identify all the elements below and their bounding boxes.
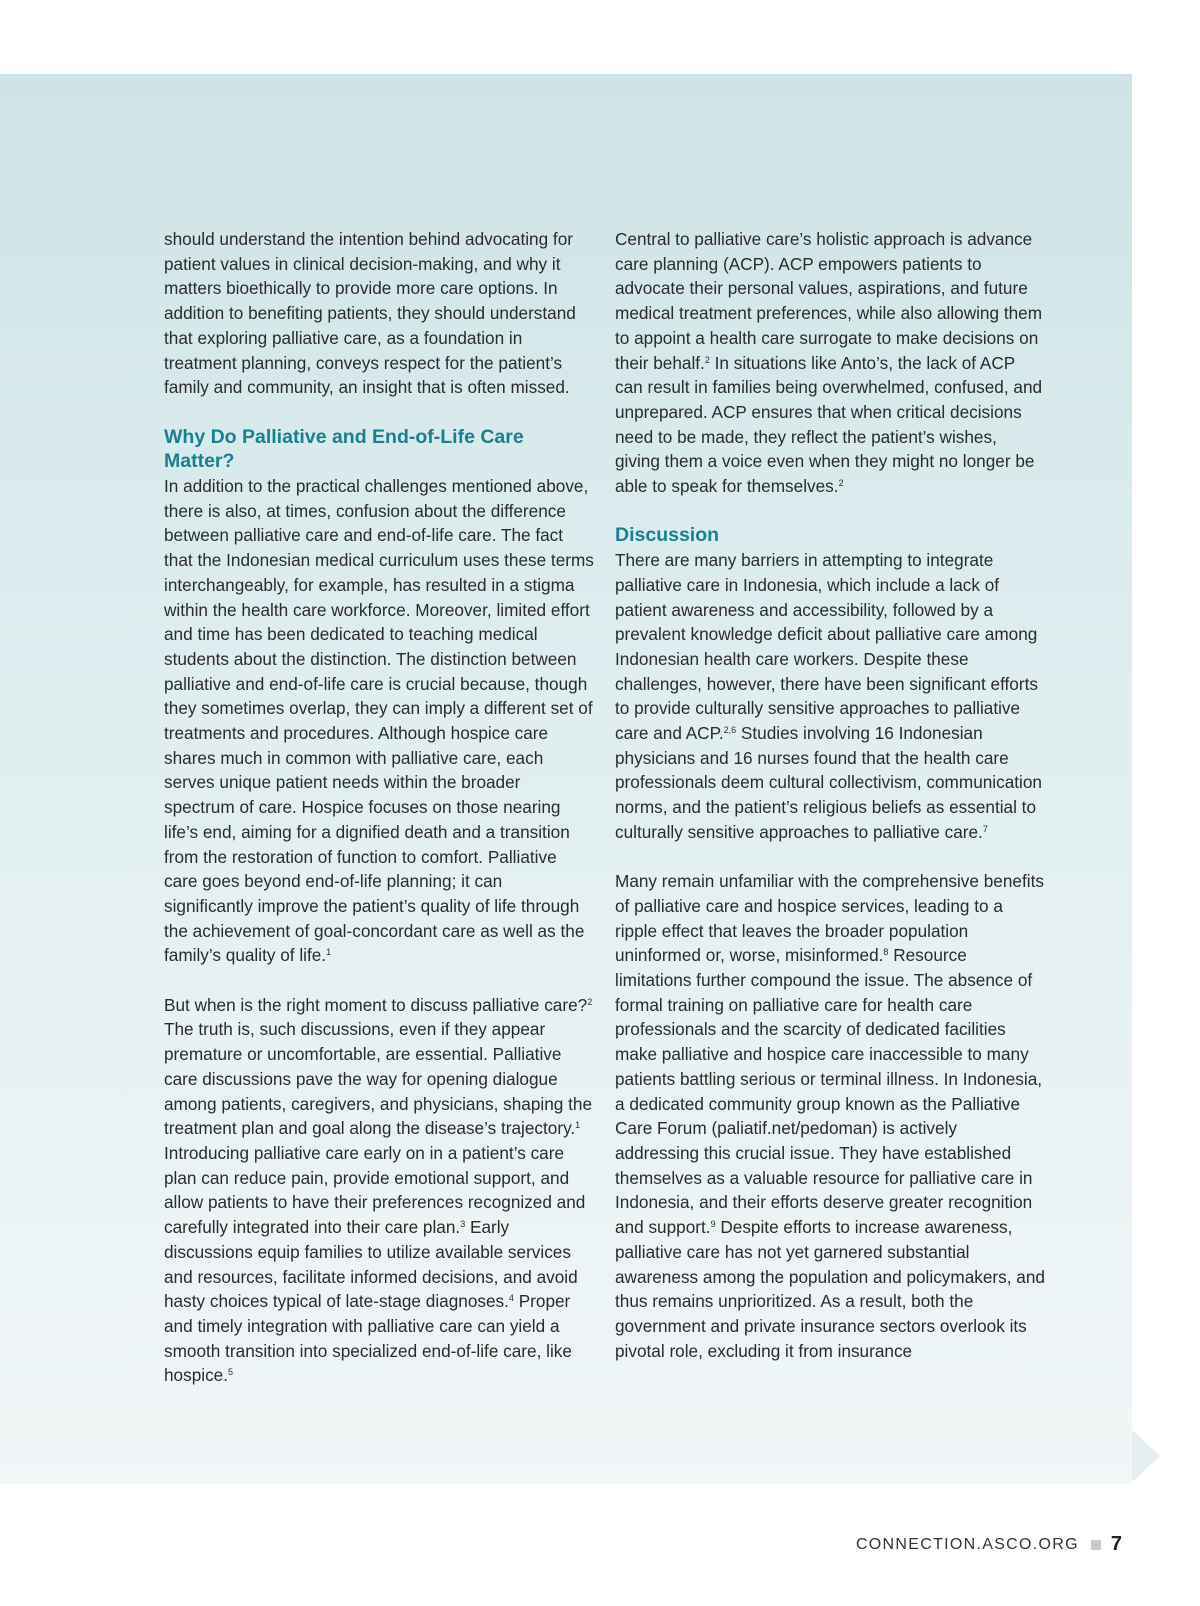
- paragraph-many-remain: Many remain unfamiliar with the comprehensive benefits of palliative care and hospice services, leading to a ripple effect that leaves the broader population uninformed or, worse, misinformed.$^8$ Resource limitations further compound the issue. The absence of formal training on palliative care for health care professionals and the scarcity of dedicated facilities make palliative and hospice care inaccessible to many patients battling serious or terminal illness. In Indonesia, a dedicated community group known as the Palliative Care Forum (paliatif.net/pedoman) is actively addressing this crucial issue. They have established themselves as a valuable resource for palliative care in Indonesia, and their efforts deserve greater recognition and support.$^9$ Despite efforts to increase awareness, palliative care has not yet garnered substantial awareness among the population and policymakers, and thus remains unprioritized. As a result, both the government and private insurance sectors overlook its pivotal role, excluding it from insurance: [615, 871, 1045, 1361]
- paragraph-when: But when is the right moment to discuss palliative care?$^2$ The truth is, such discussions, even if they appear premature or uncomfortable, are essential. Palliative care discussions pave the way for opening dialogue among patients, caregivers, and physicians, shaping the treatment plan and goal along the disease’s trajectory.$^1$ Introducing palliative care early on in a patient’s care plan can reduce pain, provide emotional support, and allow patients to have their preferences recognized and carefully integrated into their care plan.$^3$ Early discussions equip families to utilize available services and resources, facilitate informed decisions, and avoid hasty choices typical of late-stage diagnoses.$^4$ Proper and timely integration with palliative care can yield a smooth transition into specialized end-of-life care, like hospice.$^5$: [164, 994, 593, 1386]
- reference-marker: 2,6: [723, 725, 737, 736]
- left-column: [164, 227, 594, 1388]
- reference-marker: 3: [460, 1219, 466, 1230]
- page-footer: [856, 1533, 1122, 1556]
- paragraph-intro: should understand the intention behind advocating for patient values in clinical decision-making, and why it matters bioethically to provide more care options. In addition to benefiting patients, they should understand that exploring palliative care, as a foundation in treatment planning, conveys respect for the patient’s family and community, an insight that is often missed.: [164, 229, 576, 398]
- reference-marker: 2: [838, 478, 844, 489]
- reference-marker: 4: [508, 1293, 514, 1304]
- reference-marker: 8: [883, 947, 889, 958]
- page-number: 7: [1110, 1533, 1122, 1555]
- reference-marker: 1: [575, 1120, 581, 1131]
- right-column: [615, 227, 1045, 1363]
- paragraph-why: In addition to the practical challenges mentioned above, there is also, at times, confusion about the difference between palliative care and end-of-life care. The fact that the Indonesian medical curriculum uses these terms interchangeably, for example, has resulted in a stigma within the health care workforce. Moreover, limited effort and time has been dedicated to teaching medical students about the distinction. The distinction between palliative and end-of-life care is crucial because, though they sometimes overlap, they can imply a different set of treatments and procedures. Although hospice care shares much in common with palliative care, each serves unique patient needs within the broader spectrum of care. Hospice focuses on those nearing life’s end, aiming for a dignified death and a transition from the restoration of function to comfort. Palliative care goes beyond end-of-life planning; it can significantly improve the patient’s quality of life through the achievement of goal-concordant care as well as the family’s quality of life.$^1$: [164, 476, 594, 966]
- footer-site-link[interactable]: CONNECTION.ASCO.ORG: [855, 1535, 1079, 1553]
- reference-marker: 5: [228, 1367, 234, 1378]
- footer-separator-square-icon: [1091, 1540, 1101, 1550]
- reference-marker: 7: [982, 823, 988, 834]
- heading-discussion: Discussion: [615, 524, 720, 547]
- reference-marker: 2: [587, 996, 593, 1007]
- reference-marker: 2: [704, 354, 710, 365]
- heading-why-palliative: Why Do Palliative and End-of-Life Care Matter?: [164, 425, 524, 473]
- reference-marker: 1: [326, 947, 332, 958]
- next-page-arrow-icon: [1132, 1430, 1160, 1482]
- paragraph-acp: Central to palliative care’s holistic approach is advance care planning (ACP). ACP empowers patients to advocate their personal values, aspirations, and future medical treatment preferences, while also allowing them to appoint a health care surrogate to make decisions on their behalf.$^2$ In situations like Anto’s, the lack of ACP can result in families being overwhelmed, confused, and unprepared. ACP ensures that when critical decisions need to be made, they reflect the patient’s wishes, giving them a voice even when they might no longer be able to speak for themselves.$^2$: [615, 229, 1043, 497]
- paragraph-discussion: There are many barriers in attempting to integrate palliative care in Indonesia, which include a lack of patient awareness and accessibility, followed by a prevalent knowledge deficit about palliative care among Indonesian health care workers. Despite these challenges, however, there have been significant efforts to provide culturally sensitive approaches to palliative care and ACP.$^{2,6}$ Studies involving 16 Indonesian physicians and 16 nurses found that the health care professionals deem cultural collectivism, communication norms, and the patient’s religious beliefs as essential to culturally sensitive approaches to palliative care.$^7$: [615, 550, 1042, 842]
- reference-marker: 9: [710, 1219, 716, 1230]
